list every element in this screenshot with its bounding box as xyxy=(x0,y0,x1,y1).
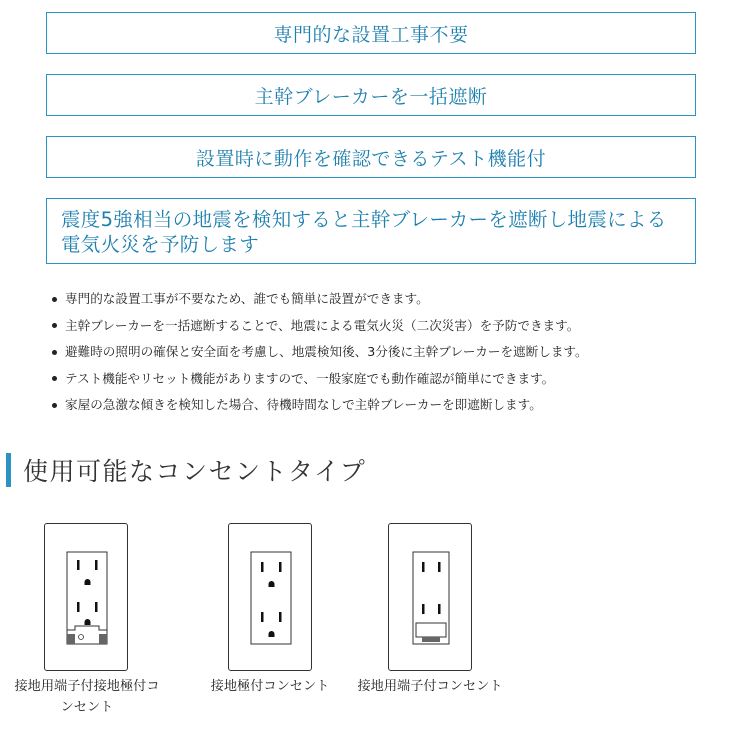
bullet-icon xyxy=(52,350,57,355)
caption-line1: 接地用端子付接地極付コ xyxy=(14,679,160,694)
outlet-ground-pin-icon xyxy=(228,523,312,671)
outlet-caption-ground-terminal-and-ground-pin xyxy=(6,676,168,718)
feature-text: 設置時に動作を確認できるテスト機能付 xyxy=(195,147,547,170)
bullet-icon xyxy=(52,297,57,302)
bullet-text: テスト機能やリセット機能がありますので、一般家庭でも動作確認が簡単にできます。 xyxy=(65,370,555,386)
bullet-text: 主幹ブレーカーを一括遮断することで、地震による電気火災（二次災害）を予防できます。 xyxy=(65,317,580,333)
list-item xyxy=(52,286,732,313)
feature-box-earthquake-detection xyxy=(46,198,696,264)
feature-text: 専門的な設置工事不要 xyxy=(273,23,469,46)
list-item xyxy=(52,392,732,419)
bullet-text: 避難時の照明の確保と安全面を考慮し、地震検知後、3分後に主幹ブレーカーを遮断します。 xyxy=(65,344,588,360)
outlet-ground-terminal-and-ground-pin-icon xyxy=(44,523,128,671)
list-item xyxy=(52,313,732,340)
caption-line1: 接地用端子付コンセント xyxy=(357,679,503,694)
feature-box-main-breaker-cutoff xyxy=(46,74,696,116)
heading-accent-bar xyxy=(6,453,11,487)
feature-text-line1: 震度5強相当の地震を検知すると主幹ブレーカーを遮断し地震による xyxy=(61,208,667,231)
bullet-icon xyxy=(52,376,57,381)
feature-bullet-list xyxy=(52,286,732,419)
bullet-text: 家屋の急激な傾きを検知した場合、待機時間なしで主幹ブレーカーを即遮断します。 xyxy=(65,397,542,413)
outlet-ground-terminal-icon xyxy=(388,523,472,671)
outlet-caption-ground-terminal xyxy=(346,676,514,697)
feature-text: 主幹ブレーカーを一括遮断 xyxy=(254,85,488,108)
caption-line1: 接地極付コンセント xyxy=(210,679,330,694)
caption-line2: ンセント xyxy=(60,700,114,715)
feature-text-line2: 電気火災を予防します xyxy=(61,233,260,256)
section-heading xyxy=(6,452,366,488)
bullet-icon xyxy=(52,403,57,408)
outlet-caption-ground-pin xyxy=(190,676,350,697)
list-item xyxy=(52,366,732,393)
bullet-icon xyxy=(52,323,57,328)
feature-box-no-installation xyxy=(46,12,696,54)
list-item xyxy=(52,339,732,366)
section-title: 使用可能なコンセントタイプ xyxy=(23,457,367,486)
feature-box-test-function xyxy=(46,136,696,178)
bullet-text: 専門的な設置工事が不要なため、誰でも簡単に設置ができます。 xyxy=(65,291,429,307)
